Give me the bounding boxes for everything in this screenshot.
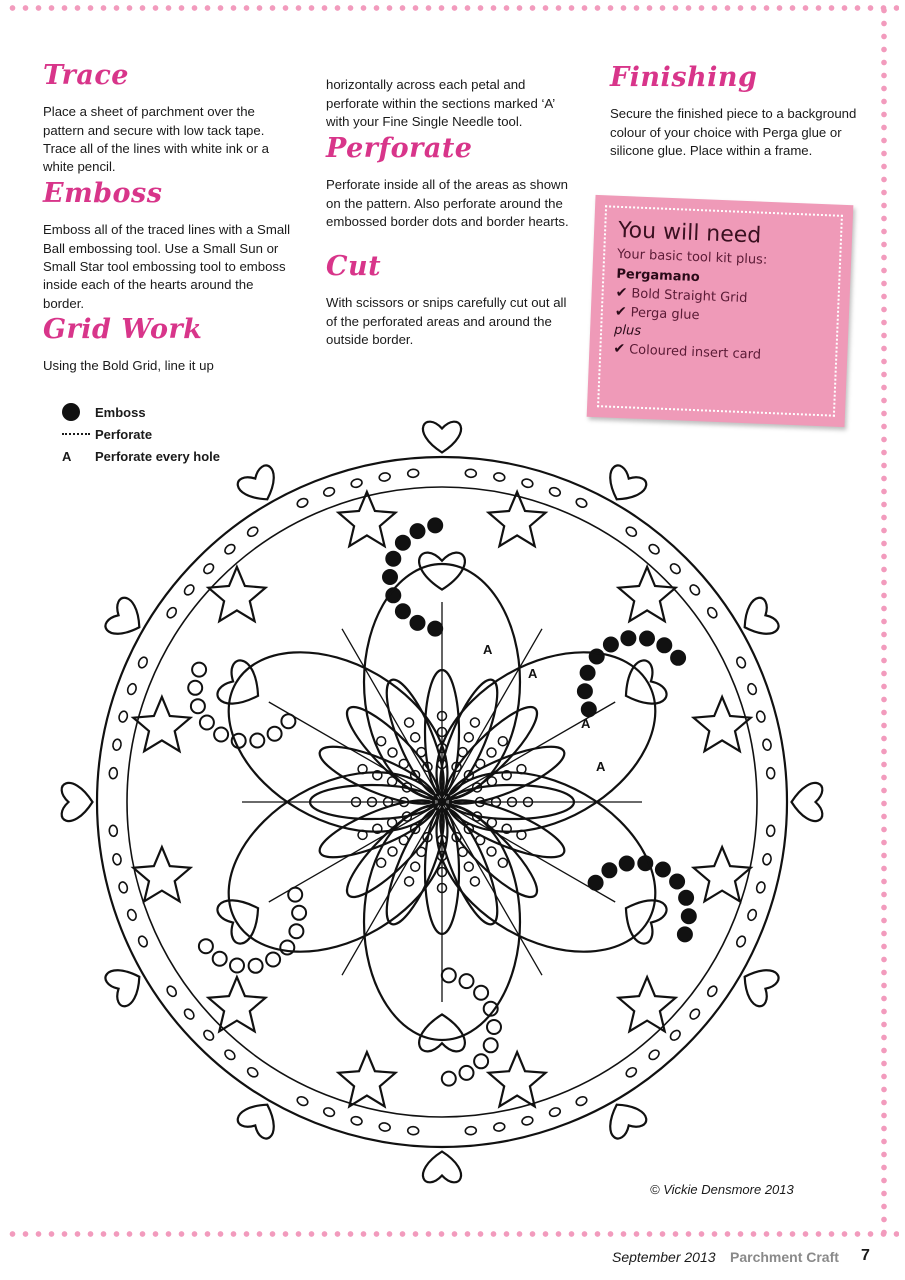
cluster-dot: [289, 924, 303, 938]
border-dot: [706, 985, 719, 999]
cluster-dot: [268, 727, 282, 741]
cluster-dot: [460, 1066, 474, 1080]
border-dot: [246, 525, 260, 538]
inner-heart: [615, 658, 670, 716]
petal-dot: [469, 717, 481, 729]
border-dot: [109, 767, 118, 779]
border-dot: [706, 606, 719, 620]
border-dot: [647, 543, 661, 556]
cluster-dot: [191, 699, 205, 713]
cluster-dot: [213, 952, 227, 966]
section-a-marker: A: [596, 759, 606, 774]
border-dot: [688, 583, 701, 597]
border-dot: [735, 935, 747, 948]
border-dot: [575, 1095, 588, 1107]
check-icon: ✔: [614, 303, 627, 321]
petal-dot: [409, 861, 421, 873]
border-dot: [183, 1007, 196, 1021]
inner-heart: [215, 658, 270, 716]
check-icon: ✔: [615, 284, 628, 302]
border-dot: [625, 525, 639, 538]
inner-heart: [419, 553, 465, 590]
star: [133, 847, 190, 901]
cluster-dot: [192, 663, 206, 677]
border-heart: [600, 463, 648, 509]
border-dot: [202, 1029, 215, 1042]
star: [338, 1052, 395, 1106]
cluster-dot: [602, 863, 616, 877]
border-heart: [735, 960, 781, 1008]
inner-heart: [419, 1014, 465, 1051]
border-heart: [735, 595, 781, 643]
border-dot: [202, 562, 215, 575]
you-will-need-title: You will need: [617, 217, 762, 249]
cluster-dot: [214, 728, 228, 742]
petal-dot: [409, 731, 421, 743]
cluster-dot: [474, 1054, 488, 1068]
cluster-dot: [249, 959, 263, 973]
petal-dot: [501, 769, 513, 781]
border-heart: [423, 1152, 461, 1183]
check-icon: ✔: [613, 340, 626, 358]
copyright: © Vickie Densmore 2013: [650, 1182, 794, 1197]
border-heart: [423, 422, 461, 453]
section-a-marker: A: [581, 716, 591, 731]
petal-dot: [485, 746, 498, 759]
cluster-dot: [396, 536, 410, 550]
border-dot: [246, 1066, 260, 1079]
cluster-dot: [188, 681, 202, 695]
petal-dot: [469, 876, 481, 888]
perforate-heading: Perforate: [326, 133, 473, 164]
border-dot: [323, 1106, 336, 1117]
petal-dot: [463, 861, 475, 873]
border-dot: [669, 1029, 682, 1042]
cluster-dot: [621, 631, 635, 645]
star: [489, 492, 546, 546]
border-dot: [548, 1106, 561, 1117]
border-dot: [350, 478, 363, 489]
cluster-dot: [250, 734, 264, 748]
brand-name: Pergamano: [616, 266, 700, 286]
finishing-heading: Finishing: [610, 62, 758, 93]
border-heart: [235, 1095, 283, 1141]
border-dot: [762, 853, 772, 865]
perforate-body: Perforate inside all of the areas as shown on the pattern. Also perforate around the embossed border dots and border hearts.: [326, 177, 569, 229]
star: [489, 1052, 546, 1106]
inner-heart: [215, 888, 270, 946]
cluster-dot: [383, 570, 397, 584]
you-will-need-card: [587, 195, 854, 427]
legend-a-key: A: [62, 448, 72, 464]
petal-dot: [371, 769, 383, 781]
border-dot: [521, 478, 534, 489]
cluster-dot: [474, 986, 488, 1000]
border-dot: [126, 683, 137, 696]
cluster-dot: [657, 638, 671, 652]
border-dot: [137, 656, 149, 669]
cluster-dot: [682, 909, 696, 923]
border-dots-top: [6, 4, 899, 12]
perforate-section: [326, 135, 576, 245]
legend-perforate-label: Perforate: [95, 426, 153, 442]
cluster-dot: [679, 891, 693, 905]
cut-heading: Cut: [326, 251, 382, 282]
cluster-dot: [670, 875, 684, 889]
border-dot: [746, 683, 757, 696]
trace-heading: Trace: [43, 60, 129, 91]
cluster-dot: [460, 974, 474, 988]
trace-section: [43, 62, 293, 190]
border-dot: [688, 1007, 701, 1021]
cluster-dot: [581, 666, 595, 680]
legend-perforate-every-hole-label: Perforate every hole: [95, 448, 221, 464]
legend-emboss-label: Emboss: [95, 404, 146, 420]
cluster-dot: [656, 863, 670, 877]
footer-date: September 2013: [612, 1249, 716, 1265]
finishing-body: Secure the finished piece to a background colour of your choice with Perga glue or silicone glue. Place within a frame.: [610, 106, 857, 158]
need-item-label: Coloured insert card: [628, 342, 762, 363]
border-dot: [379, 472, 391, 482]
grid-work-heading: Grid Work: [43, 314, 203, 345]
border-dot: [521, 1116, 534, 1127]
footer-magazine: Parchment Craft: [730, 1249, 839, 1265]
border-dot: [669, 562, 682, 575]
cluster-dot: [386, 552, 400, 566]
border-heart: [103, 595, 149, 643]
grid-work-section: [43, 316, 293, 389]
petal-dot: [386, 746, 399, 759]
mandala-pattern: [36, 396, 866, 1196]
cluster-dot: [428, 622, 442, 636]
border-dot: [465, 469, 477, 478]
cluster-dot: [678, 927, 692, 941]
cluster-dot: [396, 604, 410, 618]
emboss-body: Emboss all of the traced lines with a Small Ball embossing tool. Use a Small Sun or Small Star tool embossing tool to emboss inside each of the hearts around the border.: [43, 222, 291, 311]
cluster-dot: [411, 524, 425, 538]
border-dot: [223, 1048, 237, 1061]
border-dot: [625, 1066, 639, 1079]
border-heart: [235, 463, 283, 509]
border-dot: [350, 1116, 363, 1127]
border-dots-bottom: [6, 1230, 899, 1238]
cluster-dot: [199, 939, 213, 953]
border-heart: [600, 1095, 648, 1141]
border-dot: [109, 825, 118, 837]
border-dot: [735, 656, 747, 669]
border-dot: [756, 881, 767, 894]
border-dot: [766, 767, 775, 779]
tool-kit-intro: Your basic tool kit plus:: [616, 246, 768, 268]
need-item-label: Perga glue: [630, 305, 700, 324]
inner-heart: [615, 888, 670, 946]
plus-label: plus: [613, 322, 642, 339]
cluster-dot: [604, 638, 618, 652]
petal-dot: [403, 717, 415, 729]
finishing-section: [610, 64, 860, 174]
border-dot: [746, 908, 757, 921]
petal-dot: [463, 731, 475, 743]
border-dot: [407, 1126, 419, 1135]
border-dot: [296, 497, 309, 509]
border-dot: [165, 606, 178, 620]
cut-body: With scissors or snips carefully cut out all of the perforated areas and around the outside border.: [326, 295, 567, 347]
cluster-dot: [671, 651, 685, 665]
star: [694, 847, 751, 901]
cluster-dot: [292, 906, 306, 920]
star: [619, 567, 676, 621]
cluster-dot: [230, 959, 244, 973]
border-heart: [792, 783, 823, 821]
emboss-heading: Emboss: [43, 178, 163, 209]
border-dot: [112, 853, 122, 865]
cluster-dot: [620, 857, 634, 871]
border-dot: [493, 472, 505, 482]
border-dot: [756, 710, 767, 723]
border-dot: [493, 1122, 505, 1132]
need-item-label: Bold Straight Grid: [631, 286, 748, 307]
border-dot: [183, 583, 196, 597]
cluster-dot: [428, 518, 442, 532]
cluster-dot: [487, 1020, 501, 1034]
border-dot: [118, 710, 129, 723]
emboss-section: [43, 180, 293, 326]
star: [208, 567, 265, 621]
cluster-dot: [640, 632, 654, 646]
border-heart: [103, 960, 149, 1008]
border-dot: [137, 935, 149, 948]
trace-body: Place a sheet of parchment over the pattern and secure with low tack tape. Trace all of the lines with white ink or a white pencil.: [43, 104, 269, 175]
section-a-marker: A: [483, 642, 493, 657]
border-dot: [548, 486, 561, 497]
border-dot: [647, 1048, 661, 1061]
border-dot: [762, 739, 772, 751]
petal-dot: [485, 845, 498, 858]
border-dot: [407, 469, 419, 478]
cluster-dot: [484, 1038, 498, 1052]
border-dot: [118, 881, 129, 894]
petal-dot: [386, 845, 399, 858]
grid-work-body: Using the Bold Grid, line it up: [43, 358, 214, 374]
petal-dot: [403, 876, 415, 888]
border-dot: [112, 739, 122, 751]
border-dot: [223, 543, 237, 556]
cluster-dot: [266, 953, 280, 967]
section-a-marker: A: [528, 666, 538, 681]
border-dot: [465, 1126, 477, 1135]
petal-dot: [501, 823, 513, 835]
star: [338, 492, 395, 546]
cut-section: [326, 253, 576, 363]
border-dot: [379, 1122, 391, 1132]
page-number: 7: [861, 1247, 870, 1264]
border-dot: [126, 908, 137, 921]
border-dots-right: [880, 4, 888, 1240]
petal-dot: [371, 823, 383, 835]
border-heart: [62, 783, 93, 821]
cluster-dot: [442, 1072, 456, 1086]
border-dot: [766, 825, 775, 837]
cluster-dot: [411, 616, 425, 630]
border-dot: [165, 985, 178, 999]
cluster-dot: [200, 716, 214, 730]
grid-work-continued-body: horizontally across each petal and perforate within the sections marked ‘A’ with your Fine Single Needle tool.: [326, 77, 555, 129]
cluster-dot: [442, 968, 456, 982]
border-dot: [575, 497, 588, 509]
border-dot: [296, 1095, 309, 1107]
cluster-dot: [578, 684, 592, 698]
border-dot: [323, 486, 336, 497]
